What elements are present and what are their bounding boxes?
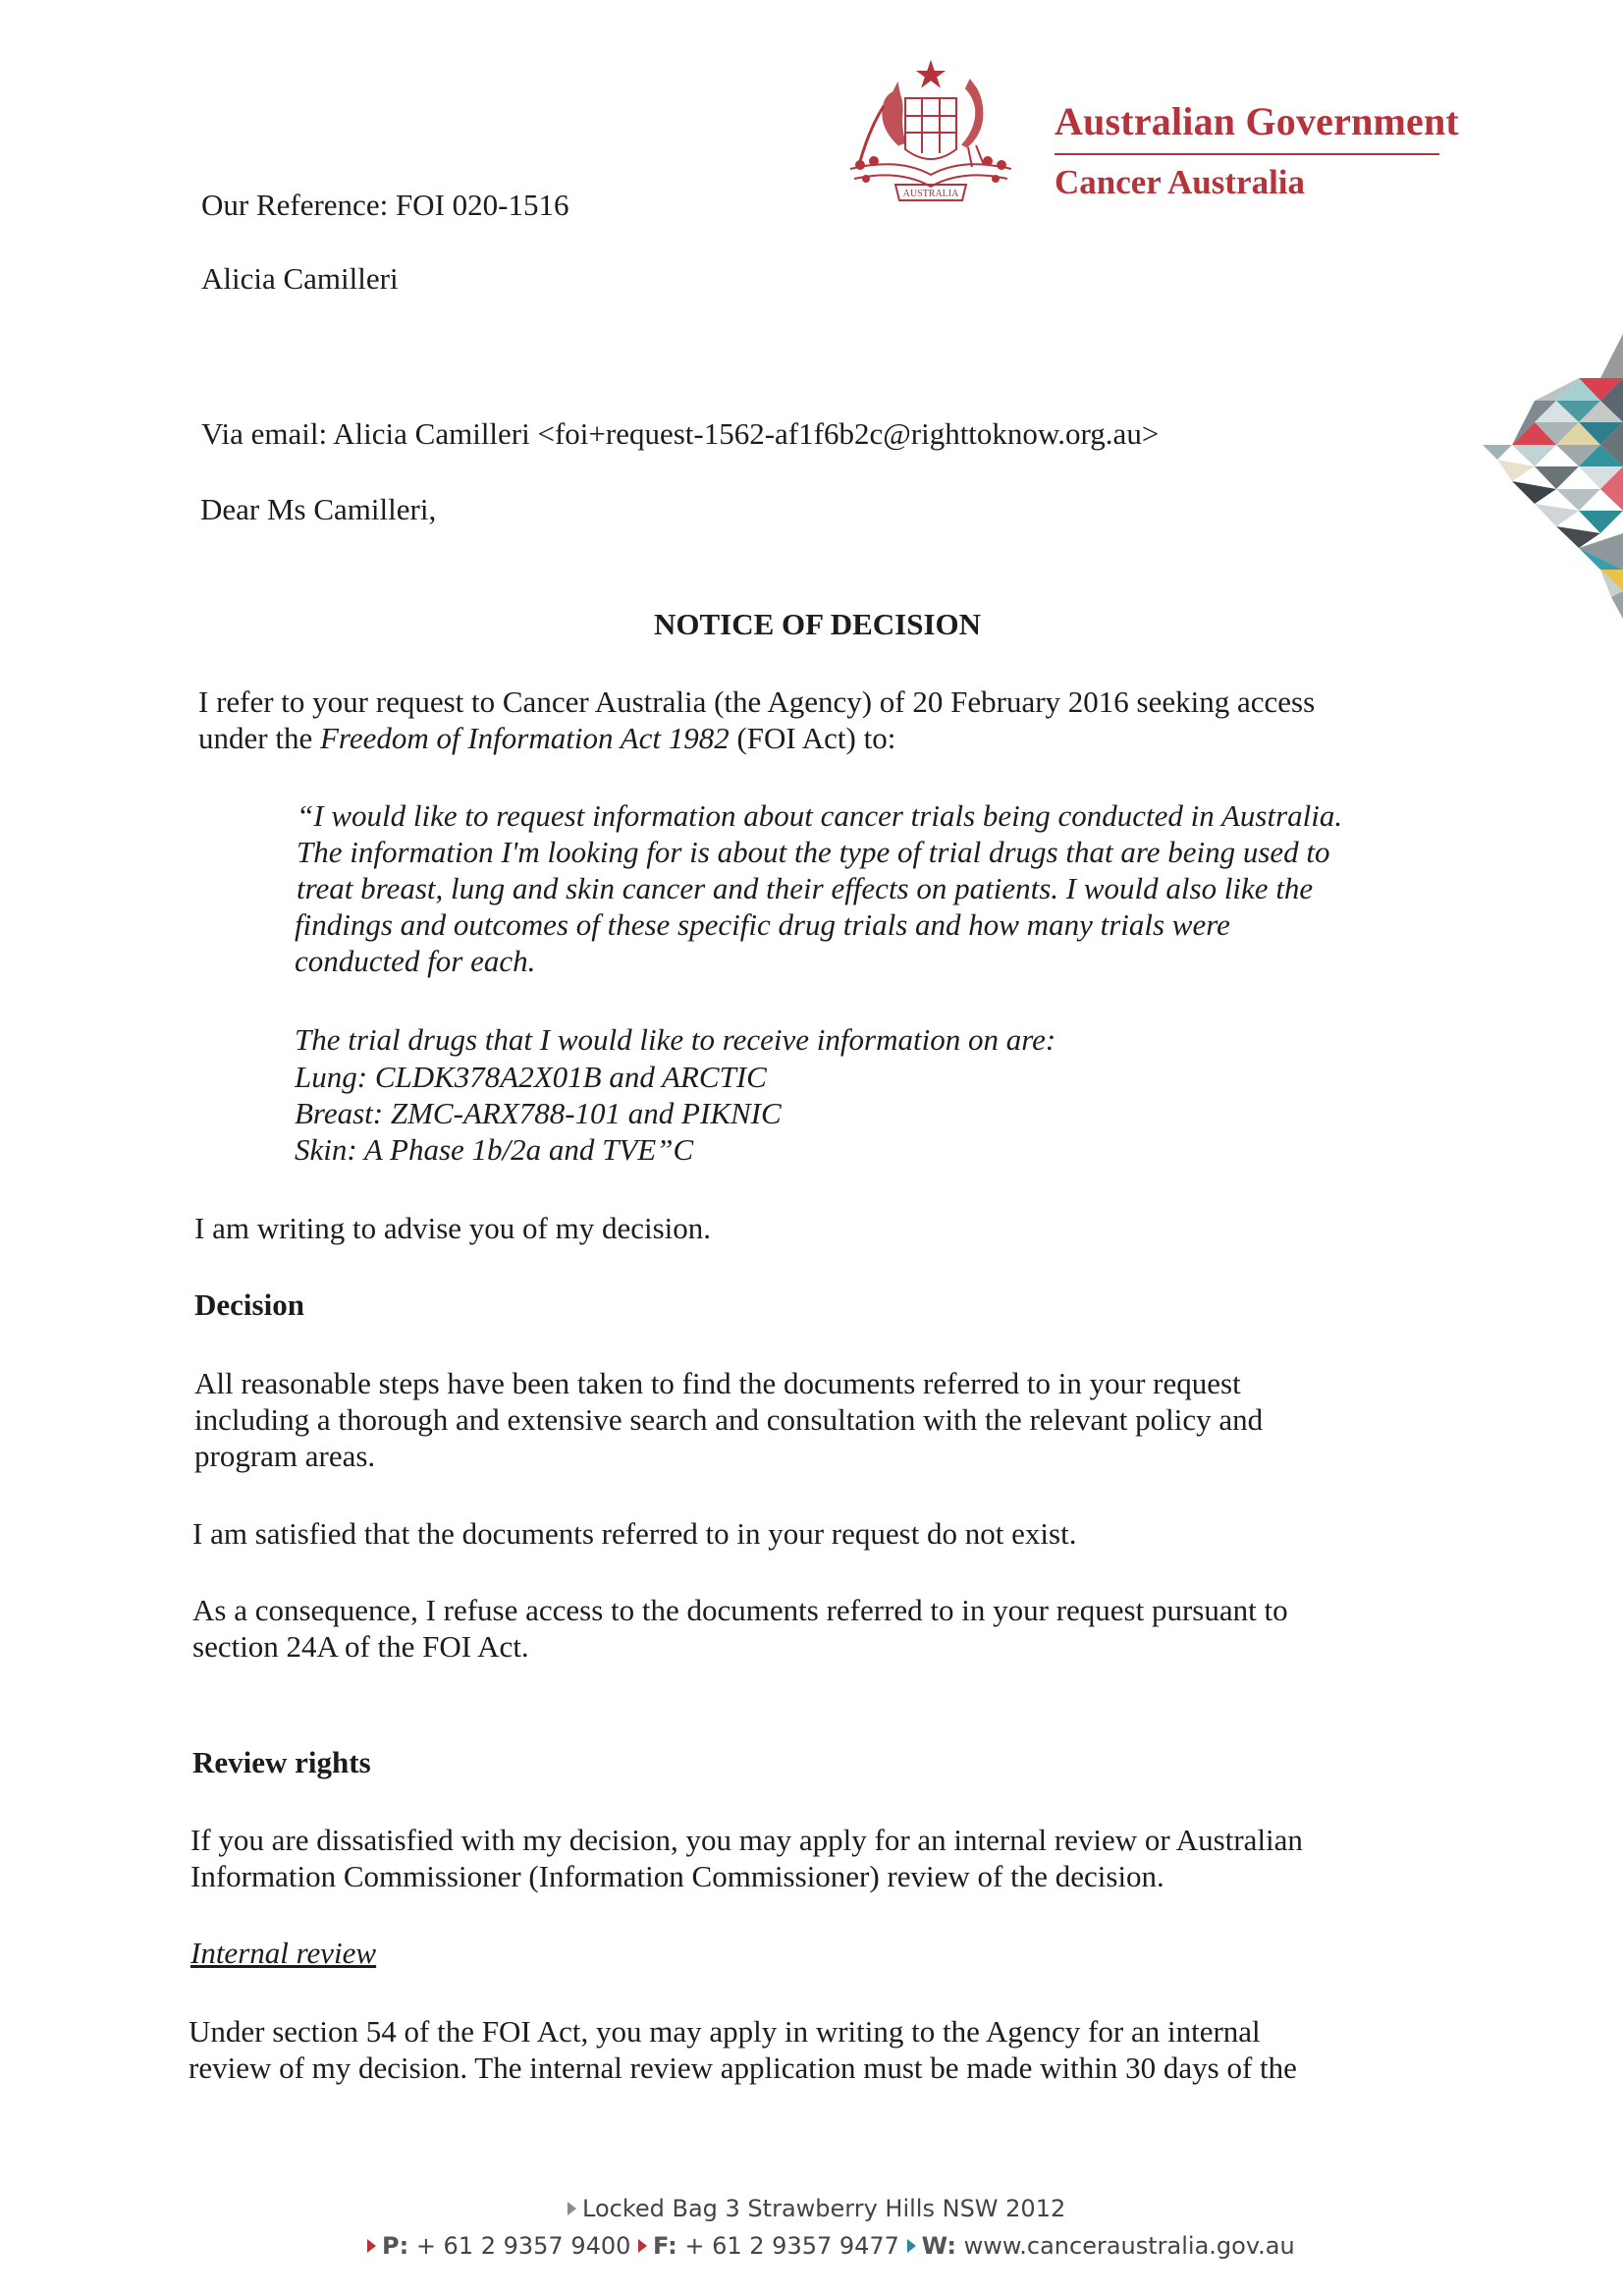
- quote-line-1: “I would like to request information about cancer trials being conducted in Australia.: [297, 798, 1343, 833]
- drugs-skin: Skin: A Phase 1b/2a and TVE”C: [295, 1132, 694, 1167]
- intro-line-1: I refer to your request to Cancer Australia (the Agency) of 20 February 2016 seeking access: [198, 684, 1316, 719]
- review-p2-line-2: review of my decision. The internal review application must be made within 30 days of the: [189, 2050, 1297, 2085]
- bullet-arrow-icon: [568, 2202, 576, 2215]
- decorative-triangle-pattern: [1483, 334, 1623, 619]
- decision-heading: Decision: [194, 1287, 304, 1322]
- bullet-arrow-icon: [638, 2239, 647, 2253]
- footer-phone: + 61 2 9357 9400: [408, 2232, 631, 2260]
- review-p1-line-1: If you are dissatisfied with my decision, you may apply for an internal review or Australian: [190, 1823, 1303, 1857]
- notice-title: NOTICE OF DECISION: [653, 607, 982, 641]
- bullet-arrow-icon: [907, 2239, 916, 2253]
- review-p2-line-1: Under section 54 of the FOI Act, you may apply in writing to the Agency for an internal: [189, 2014, 1261, 2049]
- footer-web-link[interactable]: www.canceraustralia.gov.au: [955, 2232, 1295, 2260]
- letterhead-divider: [1055, 153, 1439, 155]
- government-name: Australian Government: [1055, 99, 1459, 143]
- footer-fax: + 61 2 9357 9477: [676, 2232, 899, 2260]
- footer-contacts: P: + 61 2 9357 9400 F: + 61 2 9357 9477 W: www.canceraustralia.gov.au: [367, 2232, 1295, 2260]
- coat-of-arms-logo: [840, 59, 1021, 206]
- quote-line-2: The information I'm looking for is about the type of trial drugs that are being used to: [297, 835, 1330, 869]
- quote-line-3: treat breast, lung and skin cancer and their effects on patients. I would also like the: [297, 871, 1314, 905]
- decision-p1-line-2: including a thorough and extensive search and consultation with the relevant policy and: [194, 1402, 1264, 1437]
- decision-p3-line-2: section 24A of the FOI Act.: [192, 1629, 529, 1664]
- review-heading: Review rights: [192, 1745, 371, 1779]
- crest-motto: AUSTRALIA: [902, 189, 959, 199]
- decision-p1-line-3: program areas.: [194, 1439, 376, 1473]
- via-email-line: Via email: Alicia Camilleri <foi+request-1562-af1f6b2c@righttoknow.org.au>: [201, 416, 1160, 451]
- internal-review-heading: Internal review: [190, 1936, 377, 1970]
- drugs-intro: The trial drugs that I would like to receive information on are:: [295, 1022, 1056, 1057]
- decision-p1-line-1: All reasonable steps have been taken to find the documents referred to in your request: [194, 1366, 1241, 1400]
- drugs-breast: Breast: ZMC-ARX788-101 and PIKNIC: [295, 1096, 782, 1130]
- salutation: Dear Ms Camilleri,: [200, 492, 437, 526]
- advise-line: I am writing to advise you of my decision.: [194, 1211, 712, 1245]
- intro-line-2: under the Freedom of Information Act 1982 (FOI Act) to:: [198, 721, 896, 755]
- our-reference: Our Reference: FOI 020-1516: [201, 188, 569, 222]
- review-p1-line-2: Information Commissioner (Information Commissioner) review of the decision.: [190, 1859, 1164, 1893]
- drugs-lung: Lung: CLDK378A2X01B and ARCTIC: [295, 1060, 767, 1094]
- act-name: Freedom of Information Act 1982: [319, 721, 730, 755]
- decision-p3-line-1: As a consequence, I refuse access to the documents referred to in your request pursuant to: [192, 1593, 1288, 1627]
- quote-line-4: findings and outcomes of these specific drug trials and how many trials were: [295, 907, 1230, 942]
- decision-p2: I am satisfied that the documents referred to in your request do not exist.: [192, 1516, 1077, 1551]
- bullet-arrow-icon: [367, 2239, 376, 2253]
- recipient-name: Alicia Camilleri: [201, 261, 399, 296]
- quote-line-5: conducted for each.: [295, 944, 536, 978]
- agency-name: Cancer Australia: [1055, 163, 1306, 201]
- footer-address: Locked Bag 3 Strawberry Hills NSW 2012: [568, 2195, 1065, 2222]
